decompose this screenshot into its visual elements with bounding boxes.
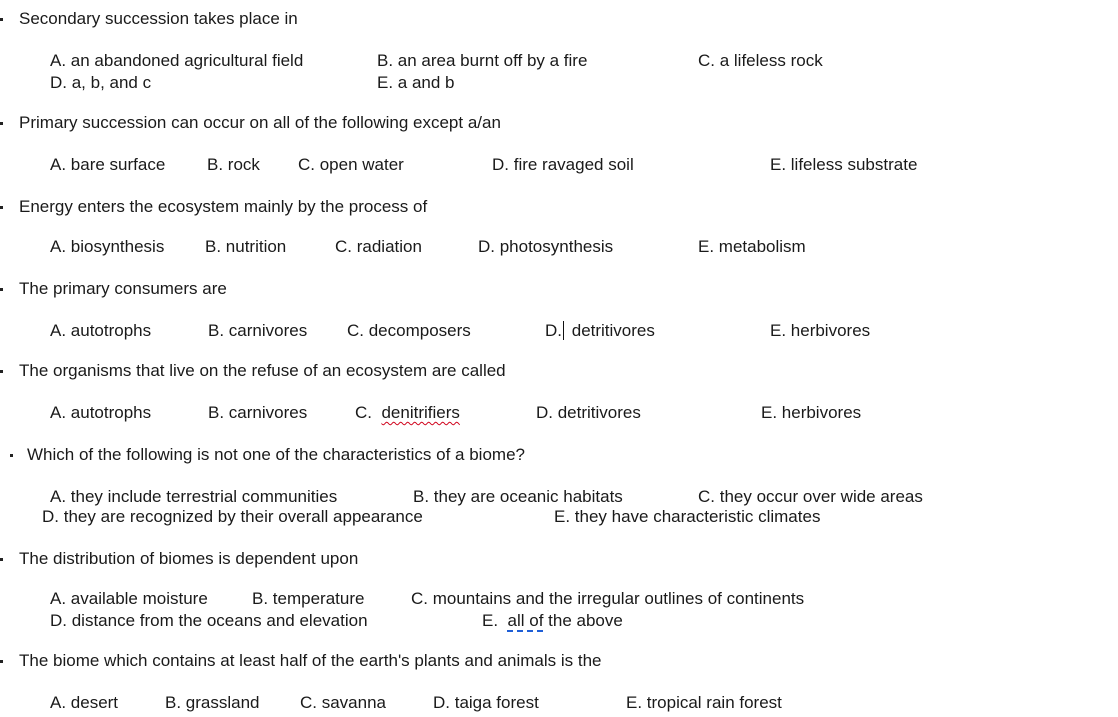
answer-option: A. available moisture — [50, 589, 208, 608]
answer-option: A. desert — [50, 693, 119, 712]
option-text: detritivores — [571, 321, 655, 340]
answer-option: B. they are oceanic habitats — [413, 487, 623, 506]
answer-option: C. they occur over wide areas — [698, 487, 923, 506]
answer-option: D. a, b, and c — [50, 73, 152, 92]
answer-option: B. carnivores — [208, 403, 308, 422]
answer-option: B. carnivores — [208, 321, 308, 340]
list-bullet — [10, 454, 13, 457]
option-letter: C. — [355, 403, 372, 422]
list-bullet — [0, 558, 3, 561]
answer-option: D. taiga forest — [433, 693, 539, 712]
misspelled-word[interactable]: denitrifiers — [381, 403, 460, 422]
question-stem: Secondary succession takes place in — [19, 9, 298, 28]
question-stem: The organisms that live on the refuse of an ecosystem are called — [19, 361, 506, 380]
answer-option: C. a lifeless rock — [698, 51, 823, 70]
answer-option: E. tropical rain forest — [626, 693, 782, 712]
answer-option: B. an area burnt off by a fire — [377, 51, 588, 70]
answer-option: C. mountains and the irregular outlines of continents — [411, 589, 805, 608]
list-bullet — [0, 370, 3, 373]
answer-option: A. bare surface — [50, 155, 166, 174]
answer-option: C. decomposers — [347, 321, 471, 340]
answer-option: E. a and b — [377, 73, 455, 92]
grammar-flagged-text[interactable]: all of — [507, 611, 544, 630]
answer-option: B. temperature — [252, 589, 365, 608]
answer-option: D. detritivores — [536, 403, 641, 422]
option-letter: D. — [545, 321, 562, 340]
question-stem: Energy enters the ecosystem mainly by the process of — [19, 197, 428, 216]
answer-option: E. they have characteristic climates — [554, 507, 821, 526]
list-bullet — [0, 206, 3, 209]
answer-option: E. herbivores — [770, 321, 871, 340]
answer-option: A. an abandoned agricultural field — [50, 51, 304, 70]
answer-option: A. autotrophs — [50, 321, 152, 340]
answer-option: A. biosynthesis — [50, 237, 165, 256]
question-stem: The primary consumers are — [19, 279, 227, 298]
answer-option — [545, 321, 655, 341]
answer-option: D. fire ravaged soil — [492, 155, 634, 174]
answer-option: A. autotrophs — [50, 403, 152, 422]
list-bullet — [0, 660, 3, 663]
answer-option: E. herbivores — [761, 403, 862, 422]
answer-option — [482, 611, 623, 631]
answer-option: C. savanna — [300, 693, 386, 712]
answer-option: B. nutrition — [205, 237, 287, 256]
question-stem: The biome which contains at least half of the earth's plants and animals is the — [19, 651, 602, 670]
answer-option — [355, 403, 460, 423]
text-cursor — [563, 321, 564, 340]
option-text: the above — [543, 611, 623, 630]
list-bullet — [0, 122, 3, 125]
answer-option: D. photosynthesis — [478, 237, 614, 256]
question-stem: Which of the following is not one of the characteristics of a biome? — [27, 445, 525, 464]
list-bullet — [0, 18, 3, 21]
question-stem: Primary succession can occur on all of the following except a/an — [19, 113, 501, 132]
answer-option: C. radiation — [335, 237, 422, 256]
answer-option: E. lifeless substrate — [770, 155, 918, 174]
answer-option: D. they are recognized by their overall appearance — [42, 507, 423, 526]
list-bullet — [0, 288, 3, 291]
answer-option: D. distance from the oceans and elevation — [50, 611, 368, 630]
answer-option: B. grassland — [165, 693, 260, 712]
answer-option: A. they include terrestrial communities — [50, 487, 338, 506]
question-stem: The distribution of biomes is dependent upon — [19, 549, 359, 568]
option-letter: E. — [482, 611, 499, 630]
answer-option: E. metabolism — [698, 237, 806, 256]
answer-option: C. open water — [298, 155, 404, 174]
answer-option: B. rock — [207, 155, 260, 174]
